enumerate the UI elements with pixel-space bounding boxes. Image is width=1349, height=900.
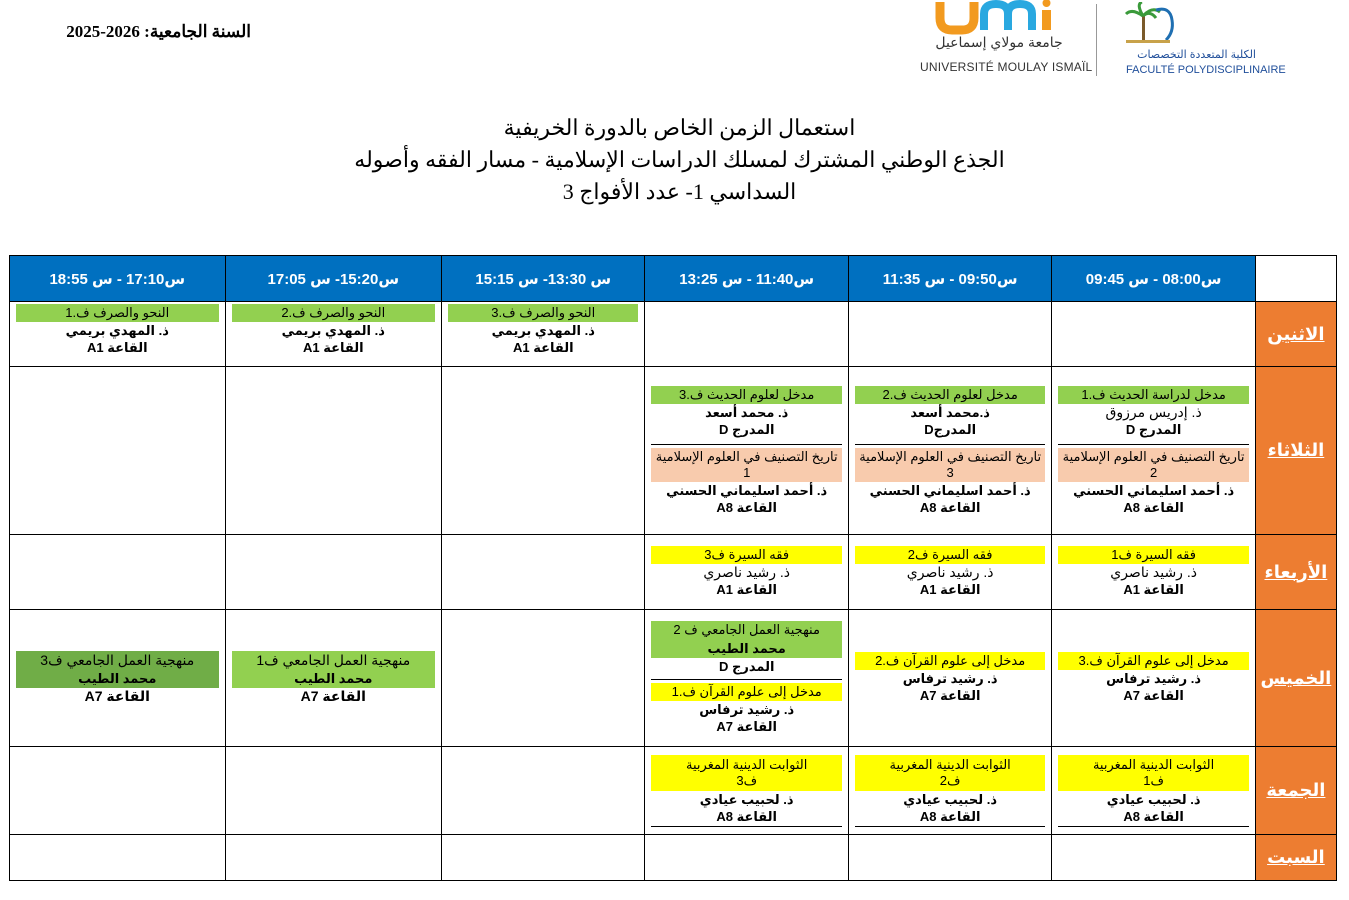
- professor-name: ذ. المهدي بريمي: [65, 323, 169, 338]
- room-label: القاعة A8: [919, 499, 981, 515]
- cell-tue-slot5: [225, 367, 441, 535]
- day-row-monday: [10, 302, 1337, 367]
- professor-name: ذ. لحبيب عيادي: [699, 791, 794, 807]
- session-block: [16, 651, 219, 705]
- session-block: [651, 679, 841, 735]
- cell-mon-slot4: [442, 302, 645, 367]
- subject-label: الثوابت الدينية المغربية ف1: [1058, 755, 1248, 791]
- time-slot-1: س08:00 - س 09:45: [1052, 256, 1255, 302]
- time-header-row: [10, 256, 1337, 302]
- professor-name: ذ. رشيد ناصري: [906, 564, 994, 580]
- room-label: القاعة A1: [302, 340, 364, 355]
- professor-name: ذ. رشيد ناصري: [1110, 564, 1197, 580]
- professor-name: ذ.محمد أسعد: [910, 404, 990, 420]
- professor-name: ذ. المهدي بريمي: [491, 323, 595, 338]
- session-block: [1058, 652, 1248, 704]
- title-line-3: السداسي 1- عدد الأفواج 3: [562, 179, 797, 204]
- subject-label: منهجية العمل الجامعي ف3: [16, 651, 219, 669]
- time-slot-6: س17:10 - س 18:55: [10, 256, 226, 302]
- faculty-logo: [1108, 2, 1286, 82]
- cell-fri-slot3: [645, 747, 848, 835]
- room-label: القاعة A8: [1123, 499, 1184, 515]
- session-block: [16, 304, 219, 356]
- room-label: القاعة A1: [716, 582, 777, 597]
- session-block: [1058, 755, 1248, 827]
- cell-sat-slot6: [10, 835, 226, 881]
- subject-label: النحو والصرف ف.1: [16, 304, 219, 322]
- time-slot-2: س09:50 - س 11:35: [848, 256, 1051, 302]
- session-block: [855, 386, 1045, 438]
- session-block: [1058, 386, 1248, 438]
- cell-tue-slot6: [10, 367, 226, 535]
- subject-label: فقه السيرة ف1: [1058, 546, 1248, 564]
- day-row-thursday: [10, 610, 1337, 747]
- umi-french-name: UNIVERSITÉ MOULAY ISMAÏL: [920, 60, 1093, 74]
- title-line-2: الجذع الوطني المشترك لمسلك الدراسات الإسلامية - مسار الفقه وأصوله: [354, 147, 1005, 172]
- room-label: القاعة A8: [716, 808, 777, 824]
- cell-wed-slot4: [442, 535, 645, 610]
- professor-name: ذ. رشيد ترفاس: [902, 671, 998, 686]
- subject-label: مدخل إلى علوم القرآن ف.1: [651, 683, 841, 701]
- cell-tue-slot4: [442, 367, 645, 535]
- cell-thu-slot2: [848, 610, 1051, 747]
- cell-mon-slot3: [645, 302, 848, 367]
- cell-fri-slot1: [1052, 747, 1255, 835]
- professor-name: ذ. محمد أسعد: [705, 404, 789, 420]
- subject-label: الثوابت الدينية المغربية ف3: [651, 755, 841, 791]
- session-block: [651, 444, 841, 516]
- day-row-friday: [10, 747, 1337, 835]
- session-block: [232, 651, 435, 705]
- session-block: [448, 304, 638, 356]
- professor-name: ذ. المهدي بريمي: [281, 323, 385, 338]
- cell-wed-slot5: [225, 535, 441, 610]
- room-label: المدرج D: [1125, 421, 1182, 437]
- cell-wed-slot1: [1052, 535, 1255, 610]
- subject-label: فقه السيرة ف2: [855, 546, 1045, 564]
- palm-tree-icon: [1122, 2, 1182, 46]
- room-label: القاعة A7: [1123, 688, 1184, 703]
- academic-year: [66, 22, 251, 42]
- professor-name: ذ. إدريس مرزوق: [1105, 403, 1202, 420]
- cell-thu-slot6: [10, 610, 226, 747]
- room-label: القاعة A8: [1123, 808, 1184, 824]
- professor-name: ذ. رشيد ترفاس: [1106, 671, 1202, 686]
- day-row-wednesday: [10, 535, 1337, 610]
- subject-label: تاريخ التصنيف في العلوم الإسلامية 3: [855, 448, 1045, 482]
- professor-name: محمد الطيب: [232, 669, 435, 688]
- subject-label: مدخل لعلوم الحديث ف.3: [651, 386, 841, 404]
- session-block: [651, 386, 841, 438]
- professor-name: ذ. أحمد اسليماني الحسني: [1073, 482, 1235, 498]
- professor-name: محمد الطيب: [651, 639, 841, 658]
- day-label-saturday: السبت: [1255, 835, 1336, 881]
- subject-label: مدخل إلى علوم القرآن ف.2: [855, 652, 1045, 670]
- subject-label: النحو والصرف ف.2: [232, 304, 435, 322]
- room-label: القاعة A7: [716, 719, 777, 734]
- subject-label: النحو والصرف ف.3: [448, 304, 638, 322]
- cell-thu-slot4: [442, 610, 645, 747]
- room-label: القاعة A7: [300, 688, 366, 704]
- room-label: المدرج D: [718, 421, 775, 437]
- subject-label: فقه السيرة ف3: [651, 546, 841, 564]
- subject-label: تاريخ التصنيف في العلوم الإسلامية 1: [651, 448, 841, 482]
- room-label: القاعة A1: [919, 582, 981, 597]
- title-line-1: استعمال الزمن الخاص بالدورة الخريفية: [503, 115, 856, 140]
- cell-tue-slot1: [1052, 367, 1255, 535]
- cell-sat-slot2: [848, 835, 1051, 881]
- subject-label: مدخل لدراسة الحديث ف.1: [1058, 386, 1248, 404]
- day-row-tuesday: [10, 367, 1337, 535]
- room-label: القاعة A7: [919, 688, 981, 703]
- cell-wed-slot3: [645, 535, 848, 610]
- day-row-saturday: [10, 835, 1337, 881]
- cell-tue-slot3: [645, 367, 848, 535]
- cell-thu-slot5: [225, 610, 441, 747]
- day-label-wednesday: الأربعاء: [1255, 535, 1336, 610]
- professor-name: ذ. أحمد اسليماني الحسني: [666, 482, 828, 498]
- session-block: [1058, 546, 1248, 598]
- session-block: [855, 755, 1045, 827]
- cell-fri-slot4: [442, 747, 645, 835]
- session-block: [651, 546, 841, 598]
- day-label-tuesday: الثلاثاء: [1255, 367, 1336, 535]
- cell-sat-slot4: [442, 835, 645, 881]
- professor-name: ذ. لحبيب عيادي: [903, 791, 998, 807]
- subject-label: منهجية العمل الجامعي ف 2: [651, 621, 841, 639]
- schedule-titles: [0, 112, 1349, 208]
- faculty-french-name: FACULTÉ POLYDISCIPLINAIRE: [1126, 64, 1286, 76]
- day-label-monday: الاثنين: [1255, 302, 1336, 367]
- cell-wed-slot2: [848, 535, 1051, 610]
- day-label-thursday: الخميس: [1255, 610, 1336, 747]
- cell-fri-slot2: [848, 747, 1051, 835]
- session-block: [651, 755, 841, 827]
- cell-mon-slot1: [1052, 302, 1255, 367]
- subject-label: الثوابت الدينية المغربية ف2: [855, 755, 1045, 791]
- cell-mon-slot6: [10, 302, 226, 367]
- cell-thu-slot1: [1052, 610, 1255, 747]
- professor-name: ذ. أحمد اسليماني الحسني: [869, 482, 1031, 498]
- logo-separator: [1096, 4, 1097, 76]
- cell-tue-slot2: [848, 367, 1051, 535]
- session-block: [232, 304, 435, 356]
- professor-name: ذ. لحبيب عيادي: [1106, 791, 1201, 807]
- timetable: [9, 255, 1337, 881]
- session-block: [855, 444, 1045, 516]
- academic-year-value: 2025-2026: [66, 22, 140, 41]
- subject-label: منهجية العمل الجامعي ف1: [232, 651, 435, 669]
- cell-mon-slot2: [848, 302, 1051, 367]
- session-block: [855, 652, 1045, 704]
- subject-label: تاريخ التصنيف في العلوم الإسلامية 2: [1058, 448, 1248, 482]
- umi-arabic-name: جامعة مولاي إسماعيل: [935, 34, 1063, 50]
- cell-sat-slot3: [645, 835, 848, 881]
- corner-cell: [1255, 256, 1336, 302]
- room-label: القاعة A7: [84, 688, 150, 704]
- room-label: القاعة A8: [716, 499, 777, 515]
- faculty-arabic-name: الكلية المتعددة التخصصات: [1137, 49, 1256, 61]
- room-label: القاعة A1: [86, 340, 148, 355]
- cell-fri-slot5: [225, 747, 441, 835]
- cell-sat-slot1: [1052, 835, 1255, 881]
- time-slot-4: س 13:30- س 15:15: [442, 256, 645, 302]
- professor-name: ذ. رشيد ناصري: [703, 564, 791, 580]
- room-label: القاعة A8: [919, 808, 981, 824]
- cell-wed-slot6: [10, 535, 226, 610]
- day-label-friday: الجمعة: [1255, 747, 1336, 835]
- subject-label: مدخل لعلوم الحديث ف.2: [855, 386, 1045, 404]
- session-block: [1058, 444, 1248, 516]
- time-slot-3: س11:40 - س 13:25: [645, 256, 848, 302]
- subject-label: مدخل إلى علوم القرآن ف.3: [1058, 652, 1248, 670]
- cell-mon-slot5: [225, 302, 441, 367]
- time-slot-5: س15:20- س 17:05: [225, 256, 441, 302]
- cell-fri-slot6: [10, 747, 226, 835]
- room-label: المدرج D: [718, 659, 775, 674]
- room-label: المدرجD: [924, 421, 977, 437]
- room-label: القاعة A1: [512, 340, 574, 355]
- umi-logo: [918, 0, 1093, 82]
- cell-thu-slot3: [645, 610, 848, 747]
- academic-year-label: السنة الجامعية:: [144, 22, 251, 41]
- session-block: [651, 621, 841, 675]
- session-block: [855, 546, 1045, 598]
- professor-name: محمد الطيب: [16, 669, 219, 688]
- professor-name: ذ. رشيد ترفاس: [699, 702, 795, 717]
- cell-sat-slot5: [225, 835, 441, 881]
- room-label: القاعة A1: [1123, 582, 1184, 597]
